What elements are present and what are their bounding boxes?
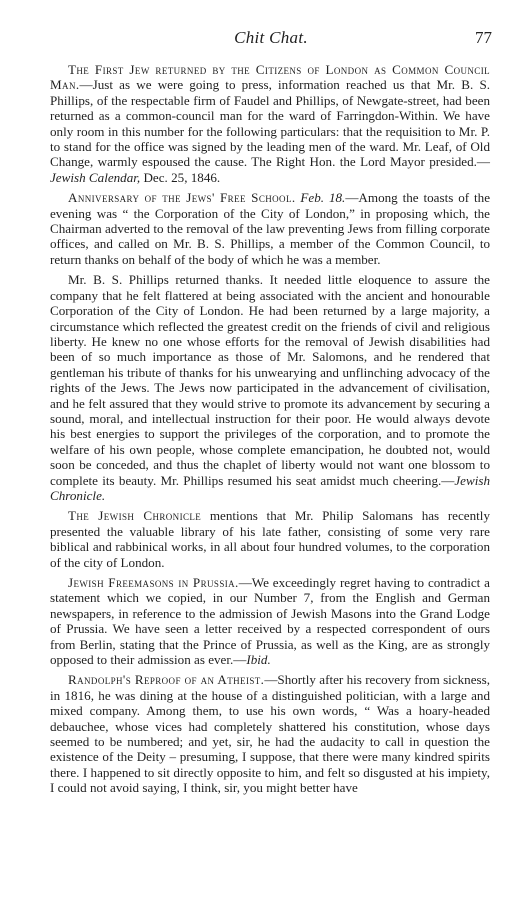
page-header (50, 28, 492, 54)
article-randolph (50, 672, 490, 795)
article-dateline: Feb. 18. (295, 190, 346, 206)
article-text: Mr. B. S. Phillips returned thanks. It needed little eloquence to assure the company that he felt flattered at being associated with the ancient and honourable Corporation of the City of London. He had been returned by a large majority, a circumstance which reflected the greatest credit on the friends of civil and religious liberty. He knew no one whose efforts for the removal of Jewish disabilities had been of so much importance as those of Mr. Salomons, and he rendered that gentleman his tribute of thanks for his unwearying and unflinching advocacy of the rights of the Jews. The Jews now participated in the advancement of civilisation, and he felt assured that they would strive to promote its advancement by securing a sound, moral, and intellectual instruction for their poor. He would always devote his best energies to support the privileges of the corporation, and to promote the welfare of his own people, whose complete emancipation, he doubted not, would soon be conceded, and thus the chaplet of liberty would not want one blossom to complete its beauty. Mr. Phillips resumed his seat amidst much cheering.— (50, 272, 490, 488)
article-phillips-thanks (50, 272, 490, 503)
article-text: —Shortly after his recovery from sickness, in 1816, he was dining at the house of a distinguished politician, with a large and mixed company. Among them, to use his own words, “ Was a hoary-headed debauchee, whose vices had completely shattered his constitution, whose days seemed to be numbered; and yet, sir, he had the audacity to call in question the existence of the Deity – presuming, I suppose, that there were many kindred spirits there. I happened to sit directly opposite to him, and felt so disgusted at his impiety, I could not avoid saying, I think, sir, you might better have (50, 672, 490, 796)
article-text: —We exceedingly regret having to contradict a statement which we copied, in our Number 7, from the English and German newspapers, in reference to the admission of Jewish Masons into the Grand Lodge of Prussia. We have seen a letter received by a respected correspondent of ours from Berlin, stating that the Prince of Prussia, as well as the King, are as strongly opposed to their admission as ever.— (50, 575, 490, 668)
article-first-jew (50, 62, 490, 185)
page-number: 77 (475, 28, 492, 47)
article-date: Dec. 25, 1846. (140, 169, 221, 185)
article-freemasons (50, 575, 490, 667)
article-heading: Jewish Freemasons in Prussia. (68, 575, 239, 590)
article-heading: The Jewish Chronicle (68, 508, 202, 524)
article-source: Ibid. (246, 652, 271, 668)
article-text: mentions that Mr. Philip Salomans has recently presented the valuable library of his late father, consisting of some very rare biblical and rabbinical works, in all about four hundred volumes, to the corporation of the city of London. (50, 508, 490, 570)
article-heading: The First Jew returned by the Citizens of London as Common Council Man. (50, 62, 490, 93)
article-heading: Randolph's Reproof of an Atheist. (68, 672, 265, 688)
article-source: Jewish Chronicle. (50, 472, 490, 503)
article-text: —Just as we were going to press, information reached us that Mr. B. S. Phillips, of the respectable firm of Faudel and Phillips, of Newgate-street, had been returned as a common-council man for the ward of Farringdon-Within. We have only room in this number for the following particulars: that the requisition to Mr. P. to stand for the office was signed by the leading men of the ward. Mr. Leaf, of Old Change, warmly espoused the cause. The Right Hon. the Lord Mayor presided.— (50, 77, 490, 170)
article-heading: Anniversary of the Jews' Free School. (68, 190, 296, 206)
article-text: —Among the toasts of the evening was “ the Corporation of the City of London,” in proposing which, the Chairman adverted to the removal of the law preventing Jews from filling corporate offices, and called on Mr. B. S. Phillips, a member of the Common Council, to return thanks on behalf of the body of which he was a member. (50, 190, 491, 267)
article-library (50, 508, 490, 570)
article-free-school (50, 190, 490, 267)
article-source: Jewish Calendar, (50, 169, 141, 185)
running-title: Chit Chat. (234, 28, 308, 47)
page-body (50, 62, 490, 801)
